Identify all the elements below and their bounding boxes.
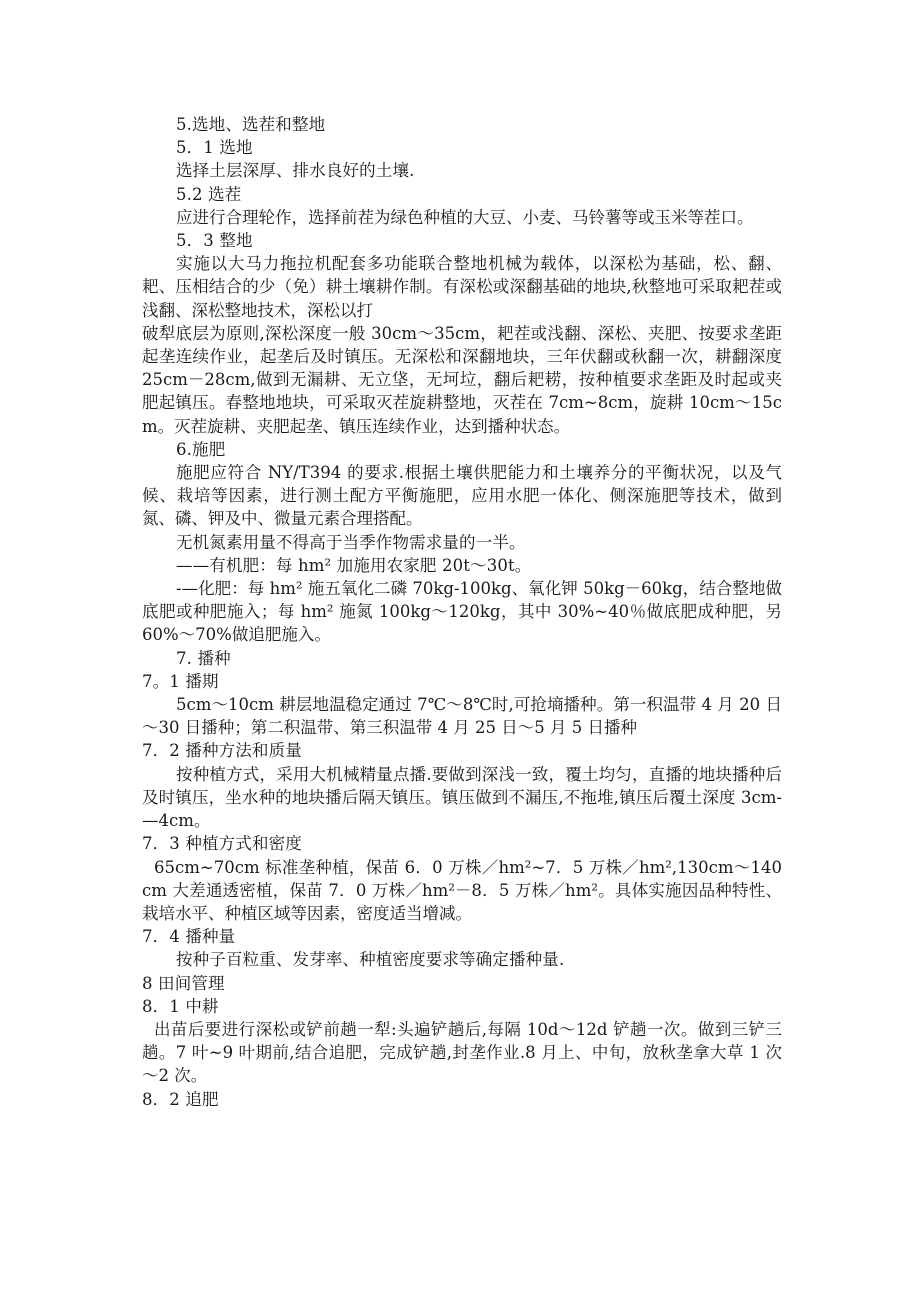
section-5-heading: 5.选地、选茬和整地 — [176, 115, 326, 134]
section-5-2-text: 应进行合理轮作，选择前茬为绿色种植的大豆、小麦、马铃薯等或玉米等茬口。 — [176, 207, 754, 227]
section-6-text-a: 施肥应符合 NY/T394 的要求.根据土壤供肥能力和土壤养分的平衡状况，以及气候、栽培等因素，进行测土配方平衡施肥，应用水肥一体化、侧深施肥等技术，做到氮、磷、钾及中、微量元素合理搭配。 — [142, 463, 782, 529]
section-5-1-heading: 5．1 选地 — [176, 138, 253, 158]
section-7-3-text: 65cm~70cm 标准垄种植，保苗 6．0 万株／hm²~7．5 万株／hm²,130cm～140cm 大差通透密植，保苗 7．0 万株／hm²－8．5 万株／hm²。具体实施因品种特性、栽培水平、种植区域等因素，密度适当增减。 — [142, 857, 782, 923]
section-7-2-heading: 7．2 播种方法和质量 — [142, 741, 302, 761]
section-7-1-heading: 7。1 播期 — [142, 671, 219, 691]
section-7-heading: 7. 播种 — [176, 648, 231, 668]
section-5-1-text: 选择土层深厚、排水良好的土壤. — [176, 161, 415, 181]
section-8-1-text: 出苗后要进行深松或铲前趟一犁:头遍铲趟后,每隔 10d～12d 铲趟一次。做到三铲三趟。7 叶~9 叶期前,结合追肥，完成铲趟,封垄作业.8 月上、中旬，放秋垄拿大草 1 次～2 次。 — [142, 1019, 782, 1086]
section-5-3-text-b: 破犁底层为原则,深松深度一般 30cm～35cm，耙茬或浅翻、深松、夹肥、按要求垄距起垄连续作业，起垄后及时镇压。无深松和深翻地块，三年伏翻或秋翻一次，耕翻深度 25cm－28cm,做到无漏耕、无立垡，无坷垃，翻后耙耢，按种植要求垄距及时起或夹肥起镇压。春整地地块，可采取灭茬旋耕整地，灭茬在 7cm~8cm，旋耕 10cm～15cm。灭茬旋耕、夹肥起垄、镇压连续作业，达到播种状态。 — [142, 323, 782, 436]
section-6-text-b: 无机氮素用量不得高于当季作物需求量的一半。 — [176, 532, 526, 552]
section-6-chemical-fertilizer: -—化肥：每 hm² 施五氧化二磷 70kg-100kg、氧化钾 50kg－60kg，结合整地做底肥或种肥施入；每 hm² 施氮 100kg～120kg，其中 30%~40％做底肥成种肥，另 60%～70%做追肥施入。 — [142, 579, 782, 645]
section-5-3-text-a: 实施以大马力拖拉机配套多功能联合整地机械为载体，以深松为基础，松、翻、耙、压相结合的少（免）耕土壤耕作制。有深松或深翻基础的地块,秋整地可采取耙茬或浅翻、深松整地技术，深松以打 — [142, 254, 782, 320]
section-6-organic-fertilizer: ——有机肥：每 hm² 加施用农家肥 20t～30t。 — [176, 555, 532, 575]
section-8-2-heading: 8．2 追肥 — [142, 1089, 219, 1109]
section-5-2-heading: 5.2 选茬 — [176, 184, 242, 204]
section-8-heading: 8 田间管理 — [142, 973, 225, 993]
section-7-1-text: 5cm～10cm 耕层地温稳定通过 7℃～8℃时,可抢墒播种。第一积温带 4 月 20 日～30 日播种；第二积温带、第三积温带 4 月 25 日～5 月 5 日播种 — [142, 695, 782, 738]
section-7-4-heading: 7．4 播种量 — [142, 927, 236, 947]
section-6-heading: 6.施肥 — [176, 439, 226, 459]
section-7-4-text: 按种子百粒重、发芽率、种植密度要求等确定播种量. — [176, 950, 565, 970]
section-5-3-heading: 5．3 整地 — [176, 231, 253, 251]
section-7-3-heading: 7．3 种植方式和密度 — [142, 834, 302, 854]
section-8-1-heading: 8．1 中耕 — [142, 996, 219, 1016]
section-7-2-text: 按种植方式，采用大机械精量点播.要做到深浅一致，覆土均匀，直播的地块播种后及时镇压，坐水种的地块播后隔天镇压。镇压做到不漏压,不拖堆,镇压后覆土深度 3cm-—4cm。 — [142, 764, 782, 831]
